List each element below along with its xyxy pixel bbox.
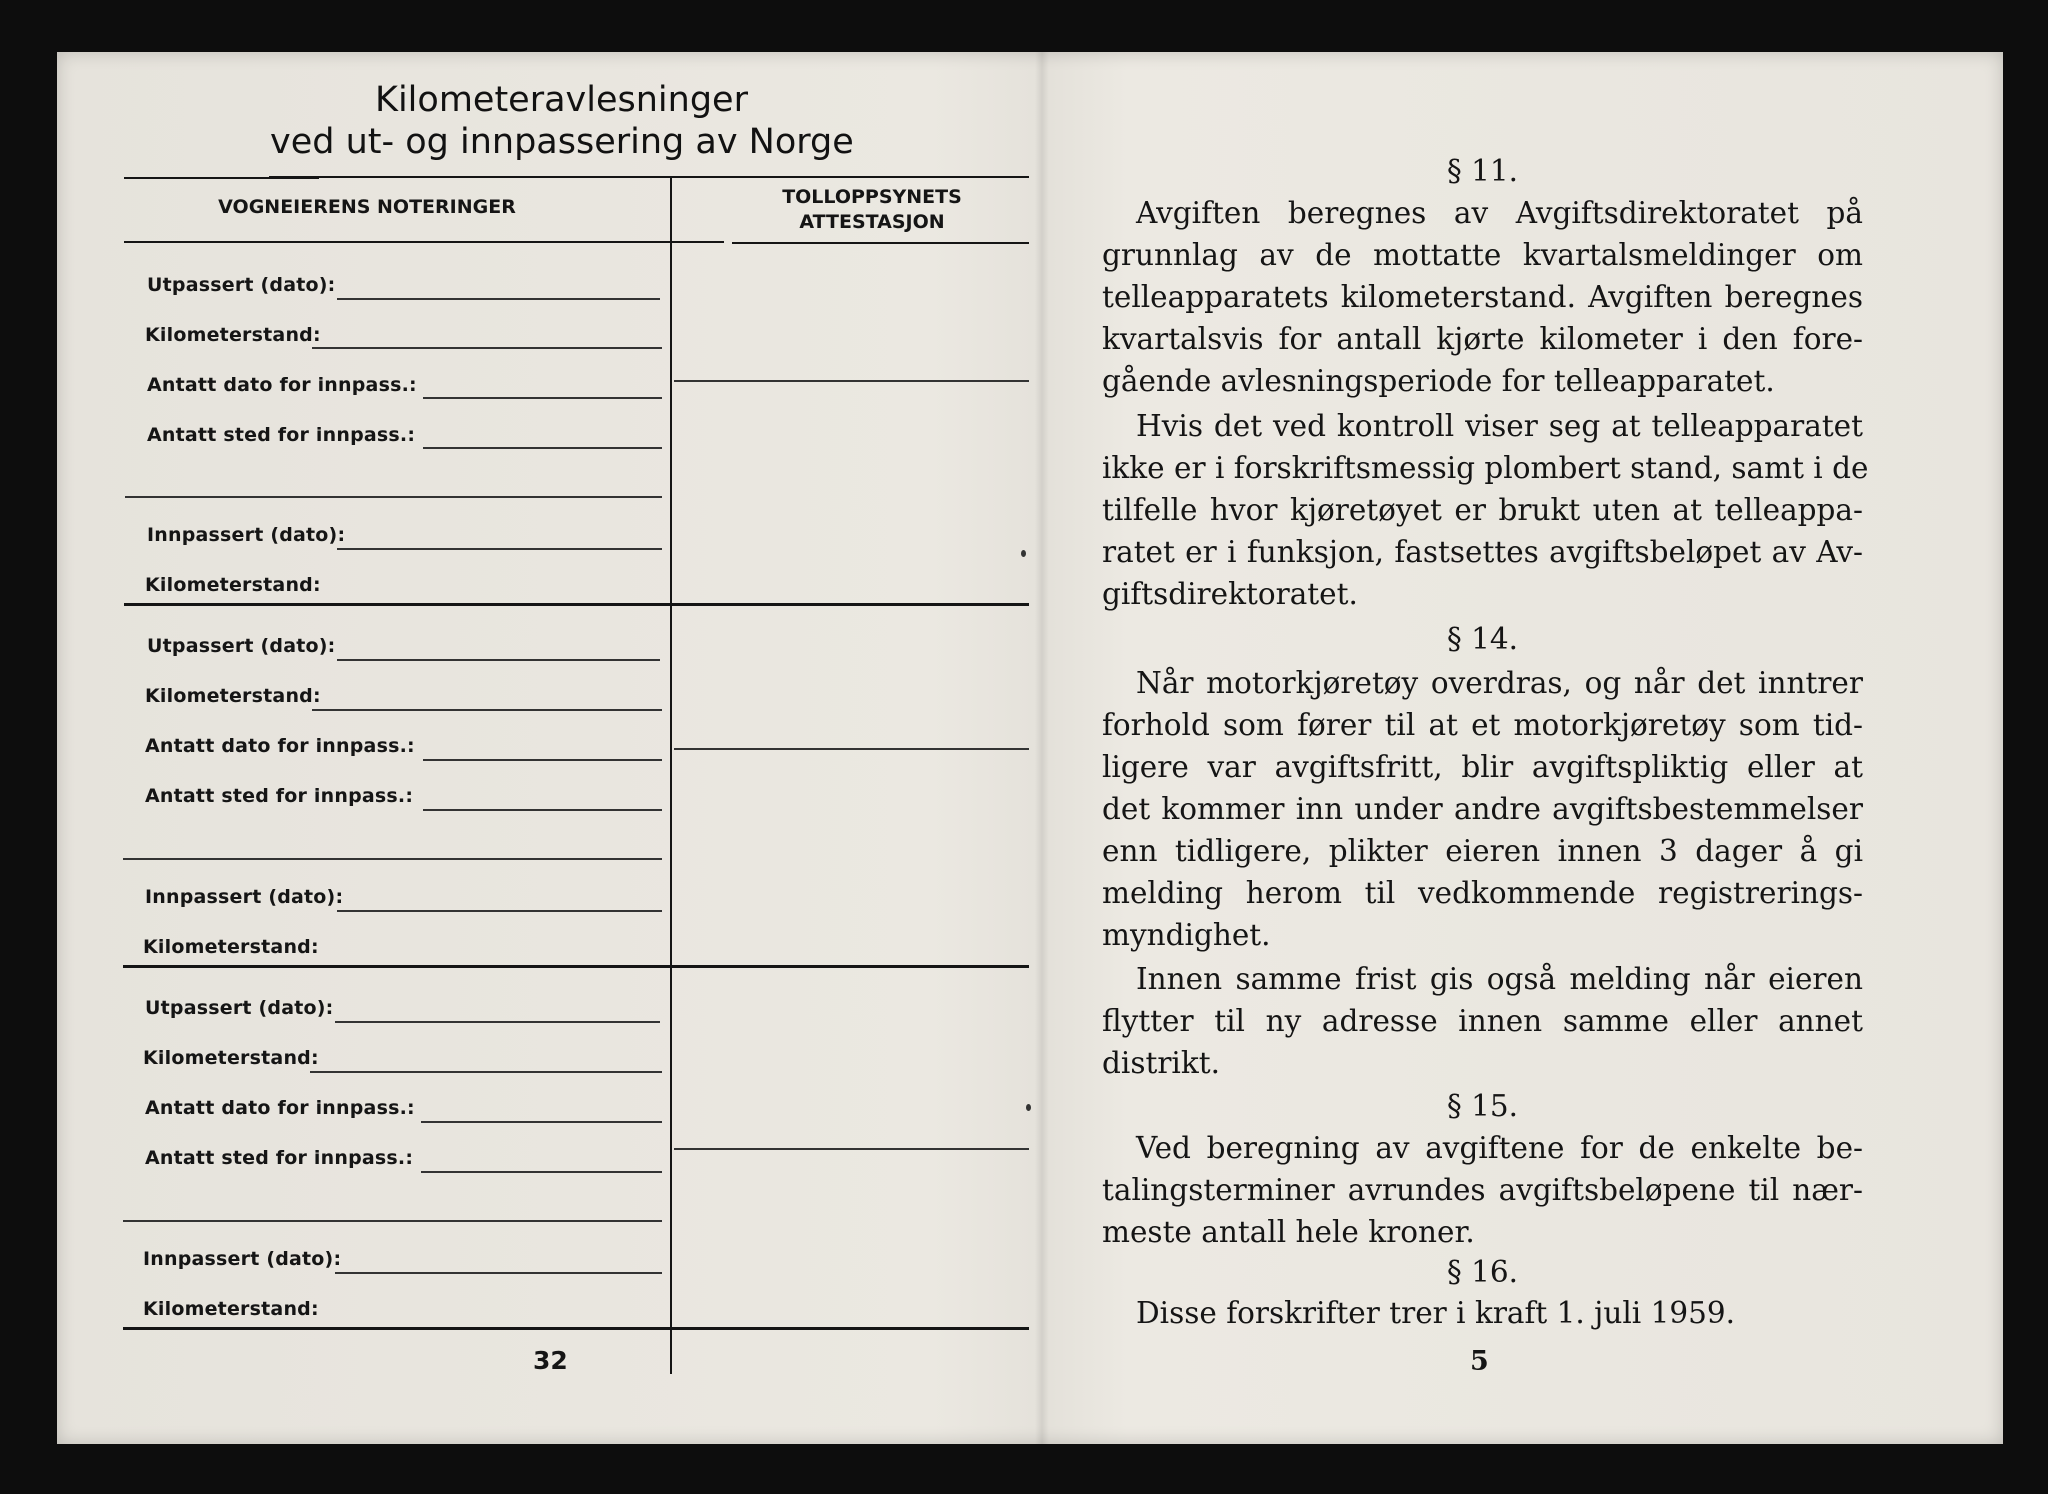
- section-11b-line: ratet er i funksjon, fastsettes avgiftsbeløpet av Av-: [1102, 535, 1863, 569]
- column-header-customs-line1: TOLLOPPSYNETS: [782, 186, 962, 208]
- regulation-text: [1102, 150, 1869, 1340]
- block1-utpassert-label: Utpassert (dato):: [147, 274, 336, 296]
- block1-kilometerstand-label: Kilometerstand:: [145, 324, 321, 346]
- section-14-line: enn tidligere, plikter eieren innen 3 dager å gi: [1102, 834, 1863, 868]
- section-15-line: Ved beregning av avgiftene for de enkelte be-: [1136, 1131, 1863, 1165]
- section-16-line: Disse forskrifter trer i kraft 1. juli 1959.: [1136, 1296, 1736, 1330]
- column-divider: [670, 178, 672, 1374]
- column-header-owner: VOGNEIERENS NOTERINGER: [218, 196, 516, 218]
- block1-antatt-dato-label: Antatt dato for innpass.:: [147, 374, 417, 396]
- section-11b-line: Hvis det ved kontroll viser seg at telleapparatet: [1136, 409, 1863, 443]
- section-11b-line: tilfelle hvor kjøretøyet er brukt uten at telleappa-: [1102, 493, 1863, 527]
- block2-kilometerstand2-label: Kilometerstand:: [143, 936, 319, 958]
- section-heading-15: § 15.: [1446, 1089, 1519, 1123]
- section-14-line: ligere var avgiftsfritt, blir avgiftspliktig eller at: [1102, 750, 1863, 784]
- block2-blank-line[interactable]: [123, 858, 662, 860]
- block1-antatt-sted-field[interactable]: [423, 447, 662, 449]
- block2-bottom-rule: [123, 965, 1029, 968]
- section-14b-line: distrikt.: [1102, 1046, 1220, 1080]
- block1-antatt-sted-label: Antatt sted for innpass.:: [147, 424, 416, 446]
- block3-innpassert-label: Innpassert (dato):: [143, 1248, 342, 1270]
- block1-antatt-dato-field[interactable]: [423, 397, 662, 399]
- section-11b-line: ikke er i forskriftsmessig plombert stand, samt i de: [1102, 451, 1869, 485]
- paper-speck: [1021, 550, 1026, 557]
- block2-customs-line1[interactable]: [674, 748, 1029, 750]
- block2-antatt-dato-label: Antatt dato for innpass.:: [145, 735, 415, 757]
- section-11-line: gående avlesningsperiode for telleapparatet.: [1102, 364, 1775, 398]
- section-11-line: telleapparatets kilometerstand. Avgiften beregnes: [1102, 280, 1863, 314]
- block1-customs-line1[interactable]: [674, 380, 1029, 382]
- block1-bottom-rule: [124, 603, 1029, 606]
- left-page: [57, 52, 1042, 1444]
- block3-antatt-sted-label: Antatt sted for innpass.:: [145, 1147, 414, 1169]
- open-booklet-spread: [57, 52, 2003, 1444]
- block1-utpassert-field[interactable]: [337, 298, 660, 300]
- section-11-line: kvartalsvis for antall kjørte kilometer i den fore-: [1102, 322, 1863, 356]
- section-14-line: melding herom til vedkommende registrerings-: [1102, 876, 1863, 910]
- block2-utpassert-label: Utpassert (dato):: [147, 635, 336, 657]
- block2-antatt-sted-field[interactable]: [423, 809, 662, 811]
- block1-kilometerstand2-label: Kilometerstand:: [145, 574, 321, 596]
- block2-innpassert-field[interactable]: [337, 910, 662, 912]
- section-heading-11: § 11.: [1446, 154, 1519, 188]
- block3-utpassert-label: Utpassert (dato):: [145, 997, 334, 1019]
- section-11b-line: giftsdirektoratet.: [1102, 577, 1358, 611]
- section-14-line: myndighet.: [1102, 918, 1271, 952]
- block3-utpassert-field[interactable]: [335, 1021, 660, 1023]
- form-title-line2: ved ut- og innpassering av Norge: [270, 122, 854, 162]
- block3-blank-line[interactable]: [123, 1220, 662, 1222]
- block3-customs-line1[interactable]: [674, 1148, 1029, 1150]
- form-title-line1: Kilometeravlesninger: [375, 80, 748, 120]
- header-bottom-rule-customs: [732, 242, 1029, 244]
- left-page-number: 32: [533, 1346, 568, 1375]
- section-14b-line: flytter til ny adresse innen samme eller annet: [1102, 1004, 1863, 1038]
- block3-kilometerstand-label: Kilometerstand:: [143, 1047, 319, 1069]
- block3-innpassert-field[interactable]: [335, 1272, 662, 1274]
- header-top-rule-right: [269, 176, 1029, 178]
- section-14b-line: Innen samme frist gis også melding når eieren: [1136, 962, 1863, 996]
- block2-kilometerstand-field[interactable]: [312, 709, 662, 711]
- section-heading-16: § 16.: [1446, 1255, 1519, 1289]
- block1-blank-line[interactable]: [125, 496, 662, 498]
- section-14-line: det kommer inn under andre avgiftsbestemmelser: [1102, 792, 1863, 826]
- right-page: [1042, 52, 2003, 1444]
- block2-innpassert-label: Innpassert (dato):: [145, 886, 344, 908]
- right-page-number: 5: [1470, 1346, 1489, 1377]
- block2-antatt-sted-label: Antatt sted for innpass.:: [145, 785, 414, 807]
- header-bottom-rule-owner: [124, 241, 724, 243]
- section-14-line: forhold som fører til at et motorkjøretøy som tid-: [1102, 708, 1863, 742]
- section-14-line: Når motorkjøretøy overdras, og når det inntrer: [1136, 666, 1863, 700]
- block3-kilometerstand2-label: Kilometerstand:: [143, 1298, 319, 1320]
- section-15-line: meste antall hele kroner.: [1102, 1215, 1475, 1249]
- block3-antatt-dato-field[interactable]: [421, 1121, 662, 1123]
- section-11-line: Avgiften beregnes av Avgiftsdirektoratet på: [1136, 196, 1863, 230]
- block2-antatt-dato-field[interactable]: [423, 759, 662, 761]
- block2-utpassert-field[interactable]: [337, 659, 660, 661]
- section-heading-14: § 14.: [1446, 622, 1519, 656]
- block3-kilometerstand-field[interactable]: [310, 1071, 662, 1073]
- paper-speck: [1026, 1104, 1031, 1111]
- block1-kilometerstand-field[interactable]: [312, 347, 662, 349]
- column-header-customs-line2: ATTESTASJON: [799, 211, 945, 233]
- block1-innpassert-label: Innpassert (dato):: [147, 524, 346, 546]
- block1-innpassert-field[interactable]: [337, 548, 662, 550]
- block2-kilometerstand-label: Kilometerstand:: [145, 685, 321, 707]
- block3-antatt-dato-label: Antatt dato for innpass.:: [145, 1097, 415, 1119]
- block3-bottom-rule: [123, 1327, 1029, 1330]
- section-15-line: talingsterminer avrundes avgiftsbeløpene til nær-: [1102, 1173, 1863, 1207]
- block3-antatt-sted-field[interactable]: [421, 1171, 662, 1173]
- section-11-line: grunnlag av de mottatte kvartalsmeldinger om: [1102, 238, 1863, 272]
